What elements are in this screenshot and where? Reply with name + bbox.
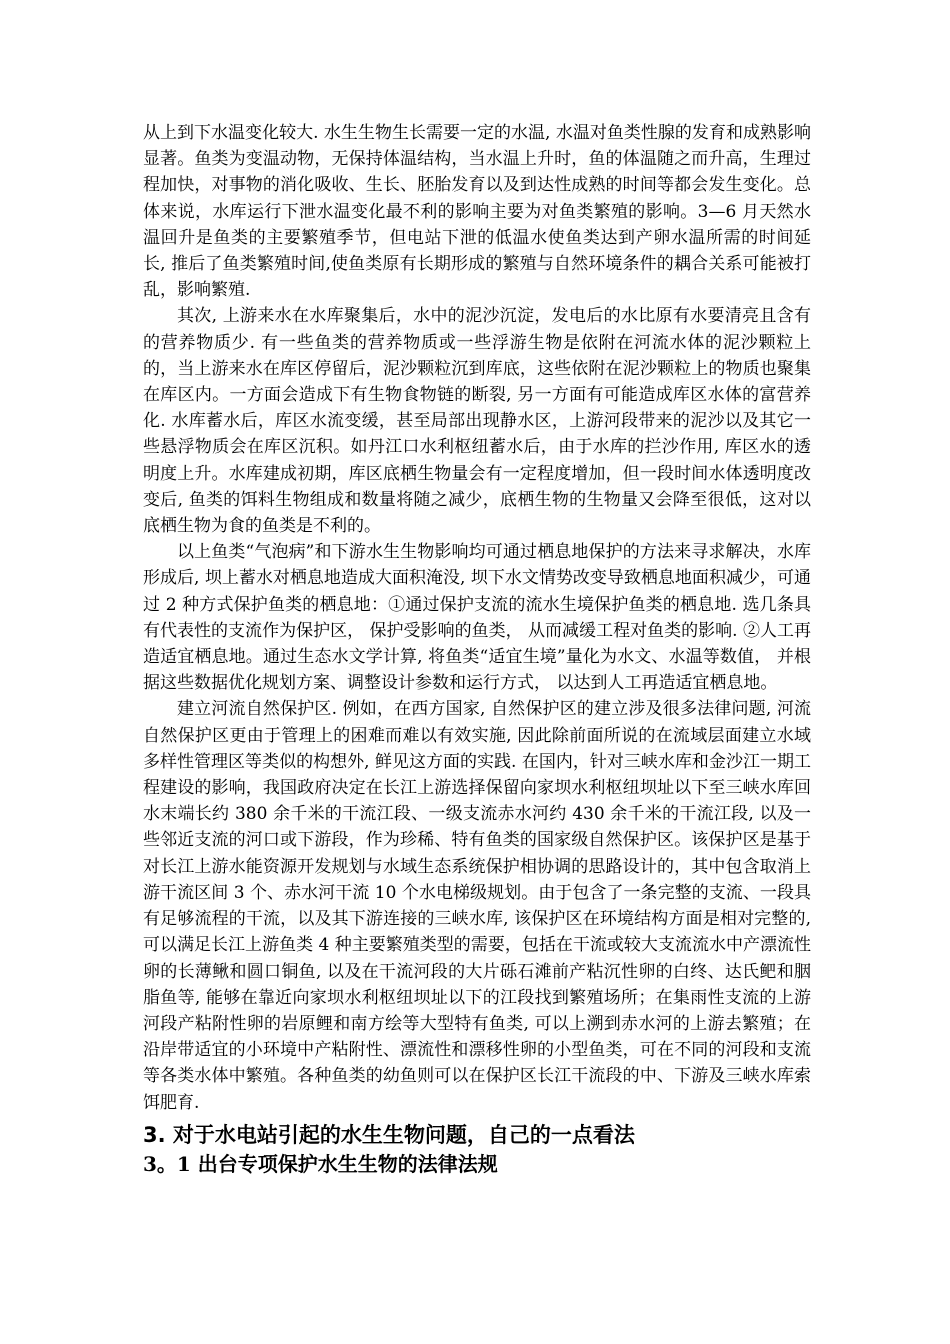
paragraph-nature-reserve: 建立河流自然保护区. 例如，在西方国家, 自然保护区的建立涉及很多法律问题, 河流自然保护区更由于管理上的困难而难以有效实施, 因此除前面所说的在流域层面建立水域多样性管理区等类似的构想外, 鲜见这方面的实践. 在国内，针对三峡水库和金沙江一期工程建设的影响，我国政府决定在长江上游选择保留向家坝水利枢纽坝址以下至三峡水库回水末端长约 380 余千米的干流江段、一级支流赤水河约 430 余千米的干流江段, 以及一些邻近支流的河口或下游段，作为珍稀、特有鱼类的国家级自然保护区。该保护区是基于对长江上游水能资源开发规划与水域生态系统保护相协调的思路设计的，其中包含取消上游干流区间 3 个、赤水河干流 10 个水电梯级规划。由于包含了一条完整的支流、一段具有足够流程的干流，以及其下游连接的三峡水库, 该保护区在环境结构方面是相对完整的, 可以满足长江上游鱼类 4 种主要繁殖类型的需要，包括在干流或较大支流流水中产漂流性卵的长薄鳅和圆口铜鱼, 以及在干流河段的大片砾石滩前产粘沉性卵的白终、达氏鲃和胭脂鱼等, 能够在靠近向家坝水利枢纽坝址以下的江段找到繁殖场所；在集雨性支流的上游河段产粘附性卵的岩原鲤和南方绘等大型特有鱼类, 可以上溯到赤水河的上游去繁殖；在沿岸带适宜的小环境中产粘附性、漂流性和漂移性卵的小型鱼类，可在不同的河段和支流等各类水体中繁殖。各种鱼类的幼鱼则可以在保护区长江干流段的中、下游及三峡水库索饵肥育. <box>143 699 811 1113</box>
paragraph-sediment-nutrients: 其次, 上游来水在水库聚集后，水中的泥沙沉淀，发电后的水比原有水要清亮且含有的营养物质少. 有一些鱼类的营养物质或一些浮游生物是依附在河流水体的泥沙颗粒上的，当上游来水在库区停留后，泥沙颗粒沉到库底，这些依附在泥沙颗粒上的物质也聚集在库区内。一方面会造成下有生物食物链的断裂, 另一方面有可能造成库区水体的富营养化. 水库蓄水后，库区水流变缓，甚至局部出现静水区，上游河段带来的泥沙以及其它一些悬浮物质会在库区沉积。如丹江口水利枢纽蓄水后，由于水库的拦沙作用, 库区水的透明度上升。水库建成初期，库区底栖生物量会有一定程度增加，但一段时间水体透明度改变后, 鱼类的饵料生物组成和数量将随之减少，底栖生物的生物量又会降至很低，这对以底栖生物为食的鱼类是不利的。 <box>143 306 811 537</box>
section-heading: 3. 对于水电站引起的水生生物问题，自己的一点看法 <box>143 1122 635 1147</box>
subsection-heading: 3。1 出台专项保护水生生物的法律法规 <box>143 1151 498 1176</box>
document-body <box>143 120 811 1178</box>
paragraph-water-temperature: 从上到下水温变化较大. 水生生物生长需要一定的水温, 水温对鱼类性腺的发育和成熟影响显著。鱼类为变温动物，无保持体温结构，当水温上升时，鱼的体温随之而升高，生理过程加快，对事物的消化吸收、生长、胚胎发育以及到达性成熟的时间等都会发生变化。总体来说，水库运行下泄水温变化最不利的影响主要为对鱼类繁殖的影响。3—6 月天然水温回升是鱼类的主要繁殖季节，但电站下泄的低温水使鱼类达到产卵水温所需的时间延长, 推后了鱼类繁殖时间,使鱼类原有长期形成的繁殖与自然环境条件的耦合关系可能被打乱，影响繁殖. <box>143 123 811 301</box>
paragraph-habitat-protection: 以上鱼类“气泡病”和下游水生生物影响均可通过栖息地保护的方法来寻求解决，水库形成后, 坝上蓄水对栖息地造成大面积淹没, 坝下水文情势改变导致栖息地面积减少，可通过 2 种方式保护鱼类的栖息地：①通过保护支流的流水生境保护鱼类的栖息地. 选几条具有代表性的支流作为保护区， 保护受影响的鱼类， 从而减缓工程对鱼类的影响. ②人工再造适宜栖息地。通过生态水文学计算, 将鱼类“适宜生境”量化为水文、水温等数值， 并根据这些数据优化规划方案、调整设计参数和运行方式， 以达到人工再造适宜栖息地。 <box>143 542 811 694</box>
